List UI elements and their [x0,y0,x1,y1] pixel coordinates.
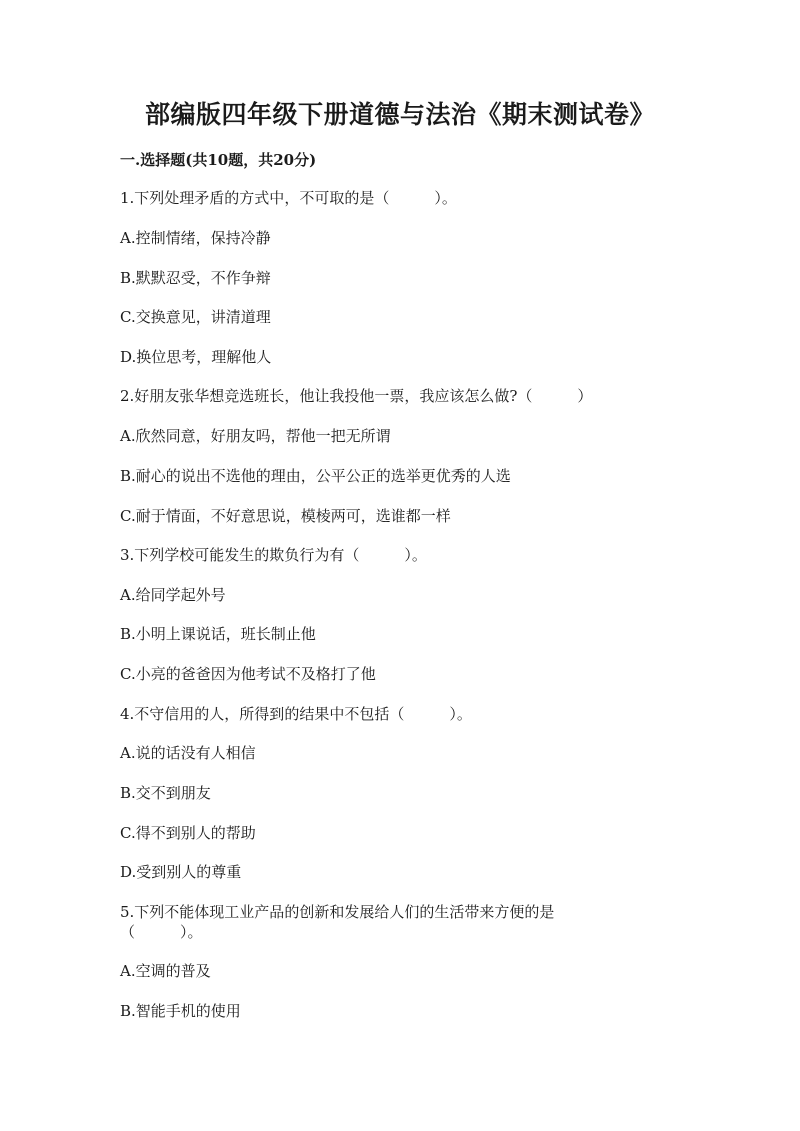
question-3-option-c[interactable]: C.小亮的爸爸因为他考试不及格打了他 [120,665,376,683]
question-5-option-a[interactable]: A.空调的普及 [120,962,211,980]
question-2-option-c[interactable]: C.耐于情面，不好意思说，模棱两可，选谁都一样 [120,507,451,525]
question-2-option-a[interactable]: A.欣然同意，好朋友吗，帮他一把无所谓 [120,427,391,445]
page-title: 部编版四年级下册道德与法治《期末测试卷》 [144,100,655,129]
question-4-option-d[interactable]: D.受到别人的尊重 [120,863,242,881]
question-5-option-b[interactable]: B.智能手机的使用 [120,1002,241,1020]
question-1-stem: 1.下列处理矛盾的方式中，不可取的是（ ）。 [120,189,457,207]
question-1-option-b[interactable]: B.默默忍受，不作争辩 [120,269,271,287]
question-3-stem: 3.下列学校可能发生的欺负行为有（ ）。 [120,546,427,564]
question-4-stem: 4.不守信用的人，所得到的结果中不包括（ ）。 [120,705,472,723]
question-5-stem-continuation: （ ）。 [120,923,203,941]
question-4-option-b[interactable]: B.交不到朋友 [120,784,211,802]
question-3-option-a[interactable]: A.给同学起外号 [120,586,226,604]
question-5-stem: 5.下列不能体现工业产品的创新和发展给人们的生活带来方便的是 [120,903,555,921]
question-1-option-a[interactable]: A.控制情绪，保持冷静 [120,229,271,247]
question-3-option-b[interactable]: B.小明上课说话，班长制止他 [120,625,316,643]
question-4-option-a[interactable]: A.说的话没有人相信 [120,744,256,762]
question-2-stem: 2.好朋友张华想竞选班长，他让我投他一票，我应该怎么做?（ ） [120,387,593,405]
question-1-option-d[interactable]: D.换位思考，理解他人 [120,348,272,366]
section-heading: 一.选择题(共10题，共20分) [120,151,317,169]
question-2-option-b[interactable]: B.耐心的说出不选他的理由，公平公正的选举更优秀的人选 [120,467,511,485]
question-1-option-c[interactable]: C.交换意见，讲清道理 [120,308,271,326]
question-4-option-c[interactable]: C.得不到别人的帮助 [120,824,256,842]
